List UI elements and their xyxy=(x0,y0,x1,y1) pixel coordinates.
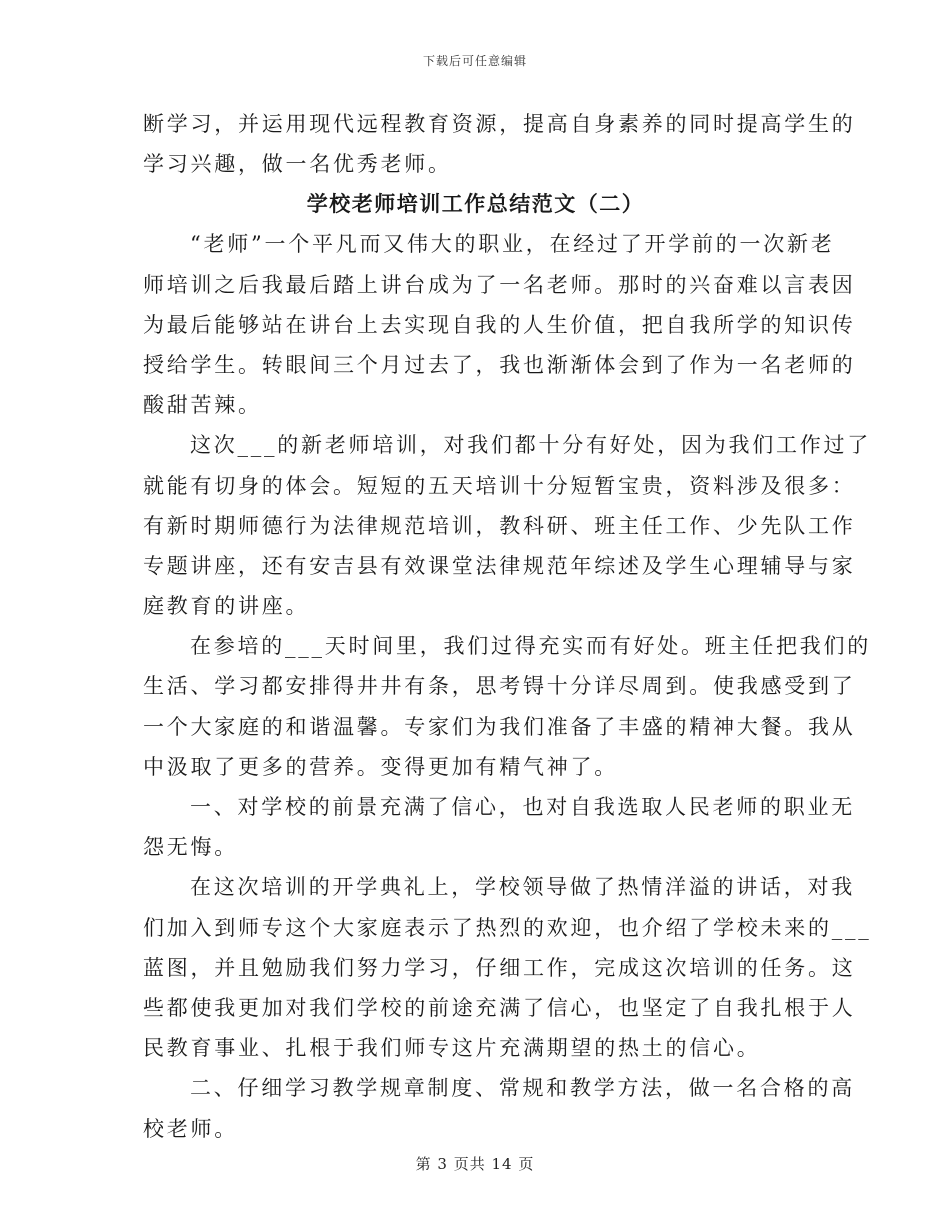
text-line: 就能有切身的体会。短短的五天培训十分短暂宝贵，资料涉及很多： xyxy=(143,473,856,498)
text-line: 为最后能够站在讲台上去实现自我的人生价值，把自我所学的知识传 xyxy=(143,312,856,337)
text-line: 中汲取了更多的营养。变得更加有精气神了。 xyxy=(143,754,618,779)
text-line: 断学习，并运用现代远程教育资源，提高自身素养的同时提高学生的 xyxy=(143,112,856,136)
text-line: 这次___的新老师培训，对我们都十分有好处，因为我们工作过了 xyxy=(190,433,871,458)
text-line: 校老师。 xyxy=(143,1116,238,1141)
document-body xyxy=(143,104,872,1149)
text-line: 民教育事业、扎根于我们师专这片充满期望的热土的信心。 xyxy=(143,1036,761,1061)
text-line: “老师”一个平凡而又伟大的职业，在经过了开学前的一次新老 xyxy=(190,232,835,257)
text-line: 怨无悔。 xyxy=(143,835,238,860)
page-header-note: 下载后可任意编辑 xyxy=(422,54,527,68)
text-line: 师培训之后我最后踏上讲台成为了一名老师。那时的兴奋难以言表因 xyxy=(143,272,856,297)
text-line: 二、仔细学习教学规章制度、常规和教学方法，做一名合格的高 xyxy=(190,1076,855,1101)
text-line: 一、对学校的前景充满了信心，也对自我选取人民老师的职业无 xyxy=(190,795,855,819)
text-line: 学习兴趣，做一名优秀老师。 xyxy=(143,152,452,177)
text-line: 授给学生。转眼间三个月过去了，我也渐渐体会到了作为一名老师的 xyxy=(143,352,856,377)
text-line: 在参培的___天时间里，我们过得充实而有好处。班主任把我们的 xyxy=(190,634,871,659)
text-line: 生活、学习都安排得井井有条，思考锝十分详尽周到。使我感受到了 xyxy=(143,674,856,699)
section-title: 学校老师培训工作总结范文（二） xyxy=(306,191,645,217)
text-line: 蓝图，并且勉励我们努力学习，仔细工作，完成这次培训的任务。这 xyxy=(143,955,856,980)
text-line: 们加入到师专这个大家庭表示了热烈的欢迎，也介绍了学校未来的___ xyxy=(143,915,872,940)
text-line: 些都使我更加对我们学校的前途充满了信心，也坚定了自我扎根于人 xyxy=(143,995,856,1020)
text-line: 酸甜苦辣。 xyxy=(143,393,262,418)
text-line: 庭教育的讲座。 xyxy=(143,594,310,619)
text-line: 有新时期师德行为法律规范培训，教科研、班主任工作、少先队工作 xyxy=(143,513,856,538)
text-line: 在这次培训的开学典礼上，学校领导做了热情洋溢的讲话，对我 xyxy=(190,875,855,900)
text-line: 专题讲座，还有安吉县有效课堂法律规范年综述及学生心理辅导与家 xyxy=(143,553,856,578)
page-number: 第 3 页共 14 页 xyxy=(415,1155,535,1173)
text-line: 一个大家庭的和谐温馨。专家们为我们准备了丰盛的精神大餐。我从 xyxy=(143,714,856,739)
